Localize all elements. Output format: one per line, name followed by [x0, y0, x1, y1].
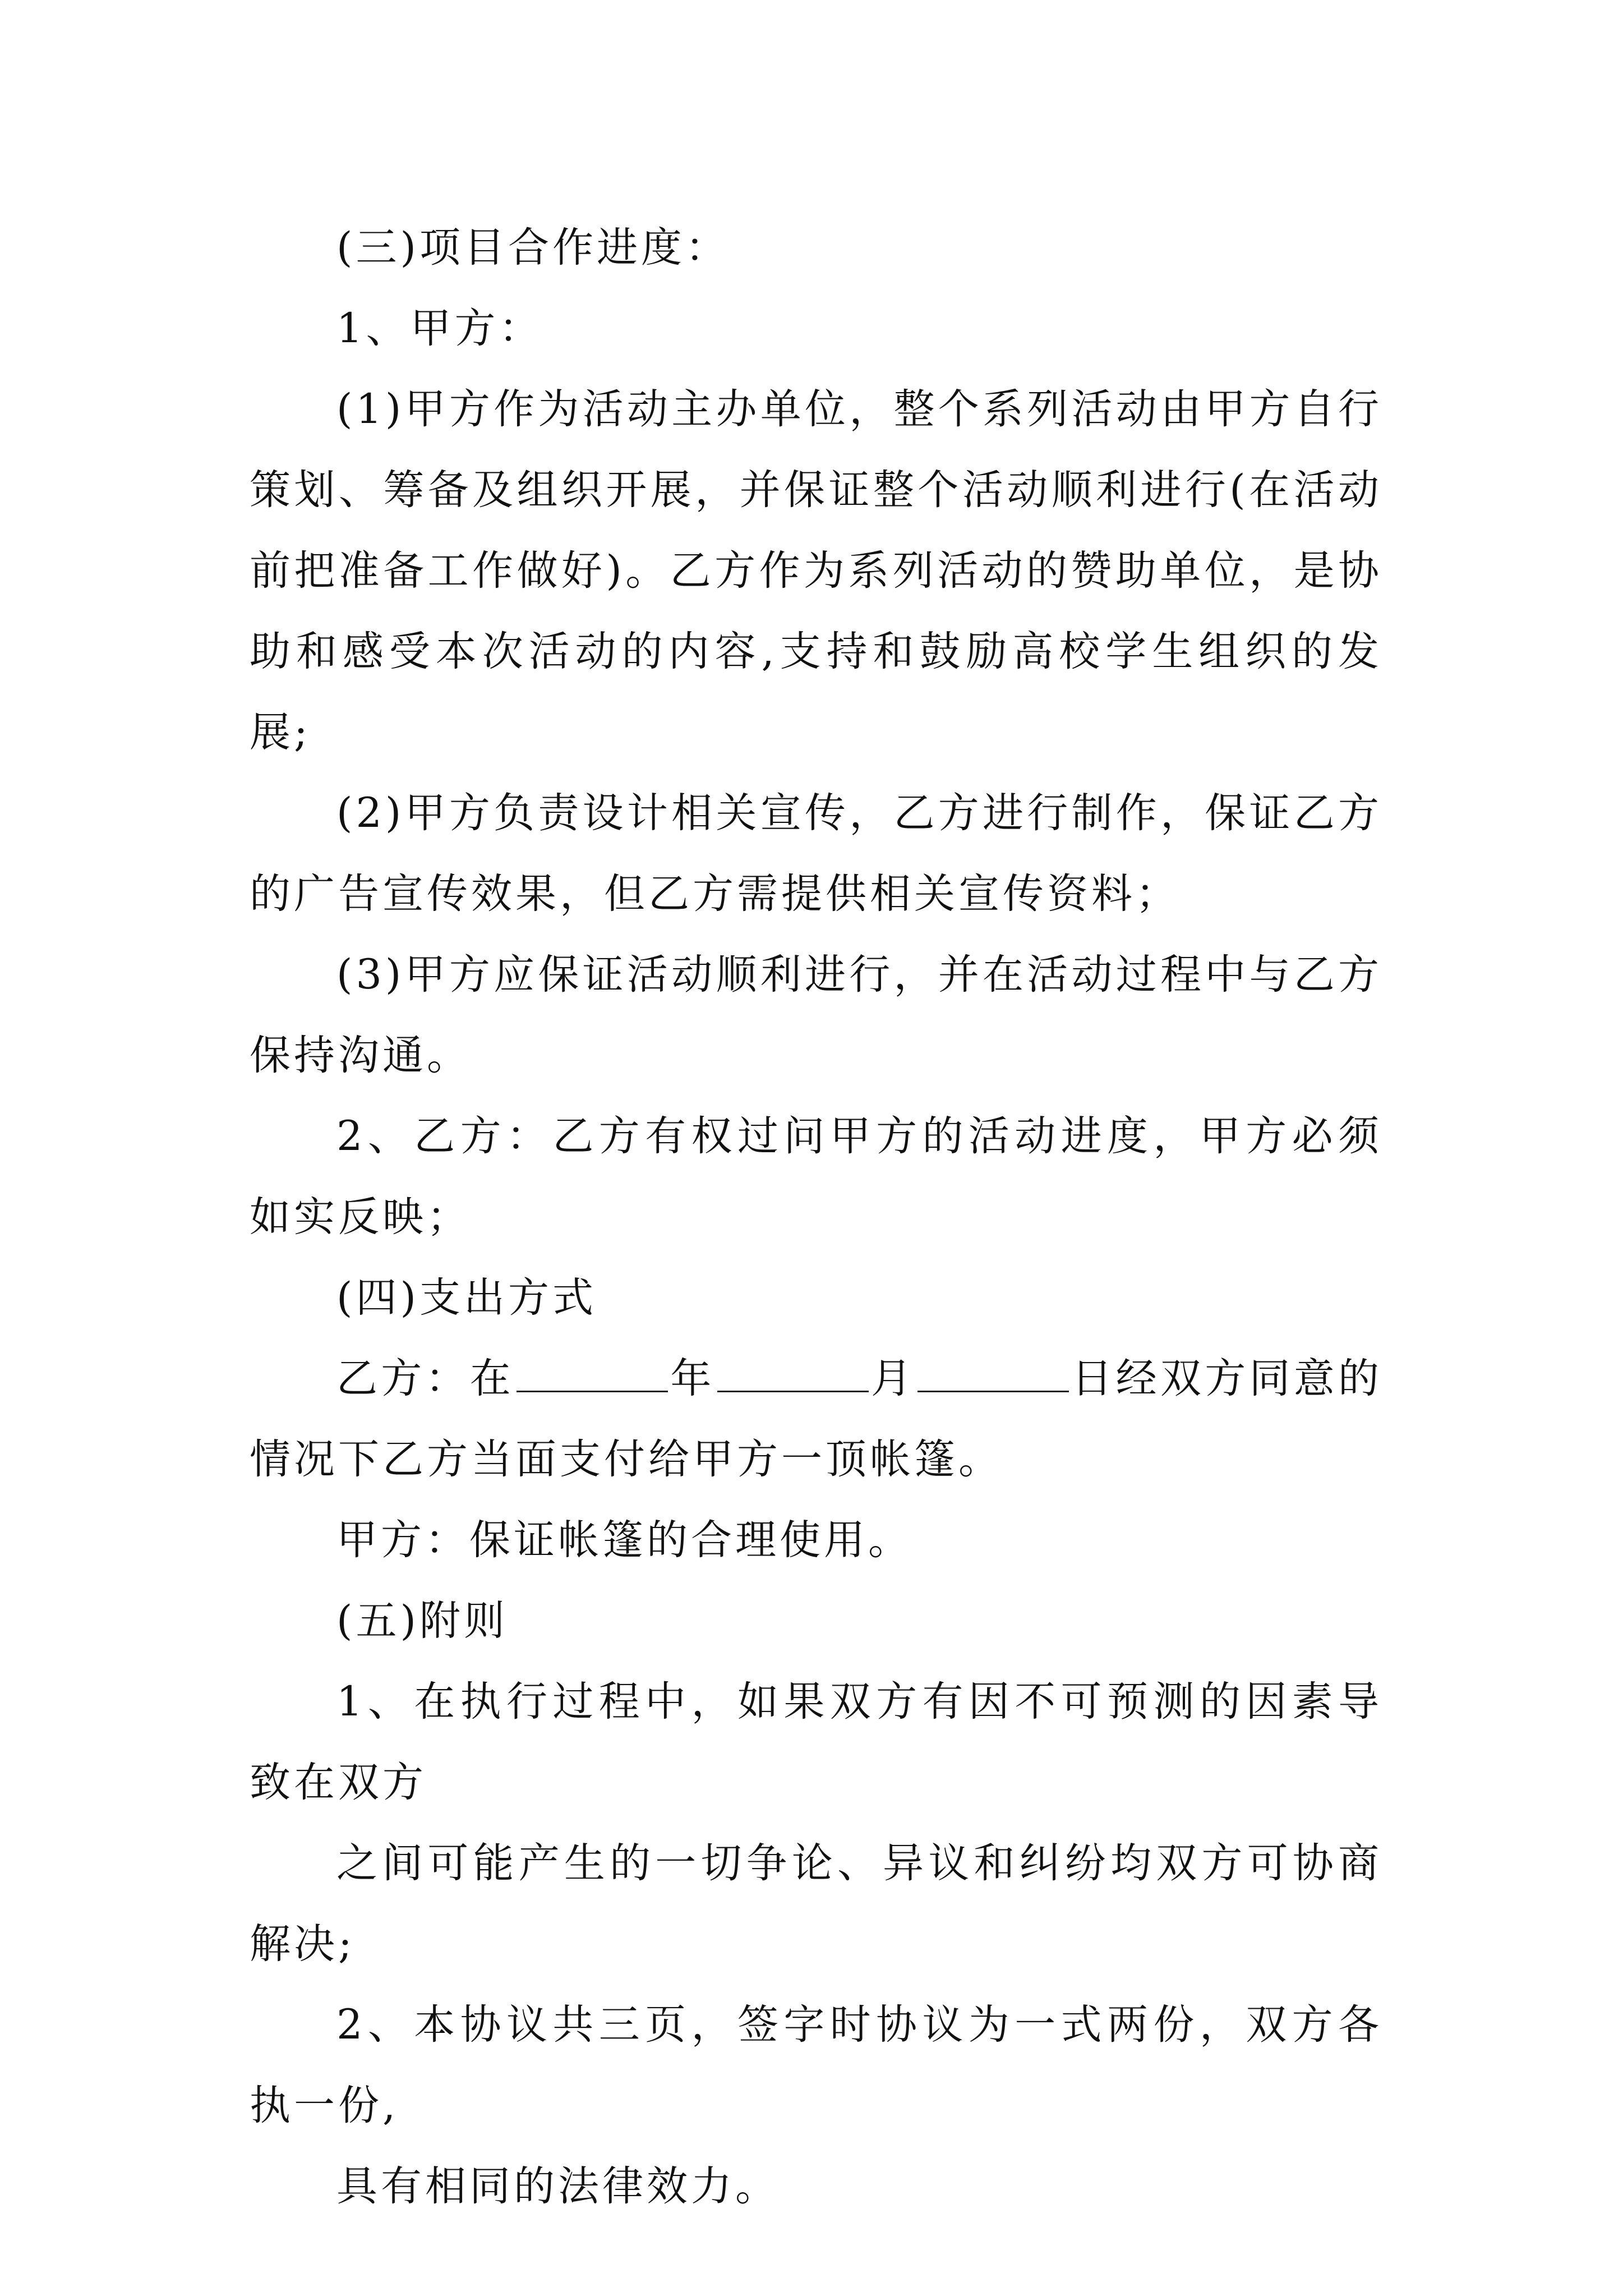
party-a-item-2: (2)甲方负责设计相关宣传，乙方进行制作，保证乙方的广告宣传效果，但乙方需提供相关宣传资料； — [250, 789, 1382, 918]
year-blank — [517, 1351, 668, 1392]
section-5-heading: (五)附则 — [336, 1597, 508, 1645]
party-a-heading: 1、甲方： — [336, 305, 543, 352]
rule-1-part-2: 之间可能产生的一切争论、异议和纠纷均双方可协商解决; — [250, 1839, 1382, 1968]
party-a-item-1: (1)甲方作为活动主办单位，整个系列活动由甲方自行策划、筹备及组织开展，并保证整个活动顺利进行(在活动前把准备工作做好)。乙方作为系列活动的赞助单位，是协助和感受本次活动的内容,支持和鼓励高校学生组织的发展; — [250, 385, 1382, 756]
payment-year-label: 年 — [670, 1355, 715, 1402]
payment-prefix: 乙方：在 — [336, 1355, 515, 1402]
month-blank — [717, 1351, 869, 1392]
payment-month-label: 月 — [870, 1355, 916, 1402]
document-body — [250, 208, 1382, 2227]
section-4-heading: (四)支出方式 — [336, 1274, 597, 1322]
payment-clause — [250, 1338, 1382, 1500]
rule-1-part-1: 1、在执行过程中，如果双方有因不可预测的因素导致在双方 — [250, 1678, 1382, 1806]
party-a-duty: 甲方：保证帐篷的合理使用。 — [336, 1516, 912, 1564]
party-a-item-3: (3)甲方应保证活动顺利进行，并在活动过程中与乙方保持沟通。 — [250, 951, 1382, 1079]
rule-2-part-2: 具有相同的法律效力。 — [336, 2162, 780, 2210]
rule-2-part-1: 2、本协议共三页，签字时协议为一式两份，双方各执一份, — [250, 2001, 1382, 2129]
section-3-heading: (三)项目合作进度： — [336, 224, 730, 272]
party-b-clause: 2、乙方：乙方有权过问甲方的活动进度，甲方必须如实反映； — [250, 1112, 1382, 1241]
payment-rest: 日经双方同意的情况下乙方当面支付给甲方一顶帐篷。 — [250, 1355, 1383, 1483]
day-blank — [917, 1351, 1069, 1392]
